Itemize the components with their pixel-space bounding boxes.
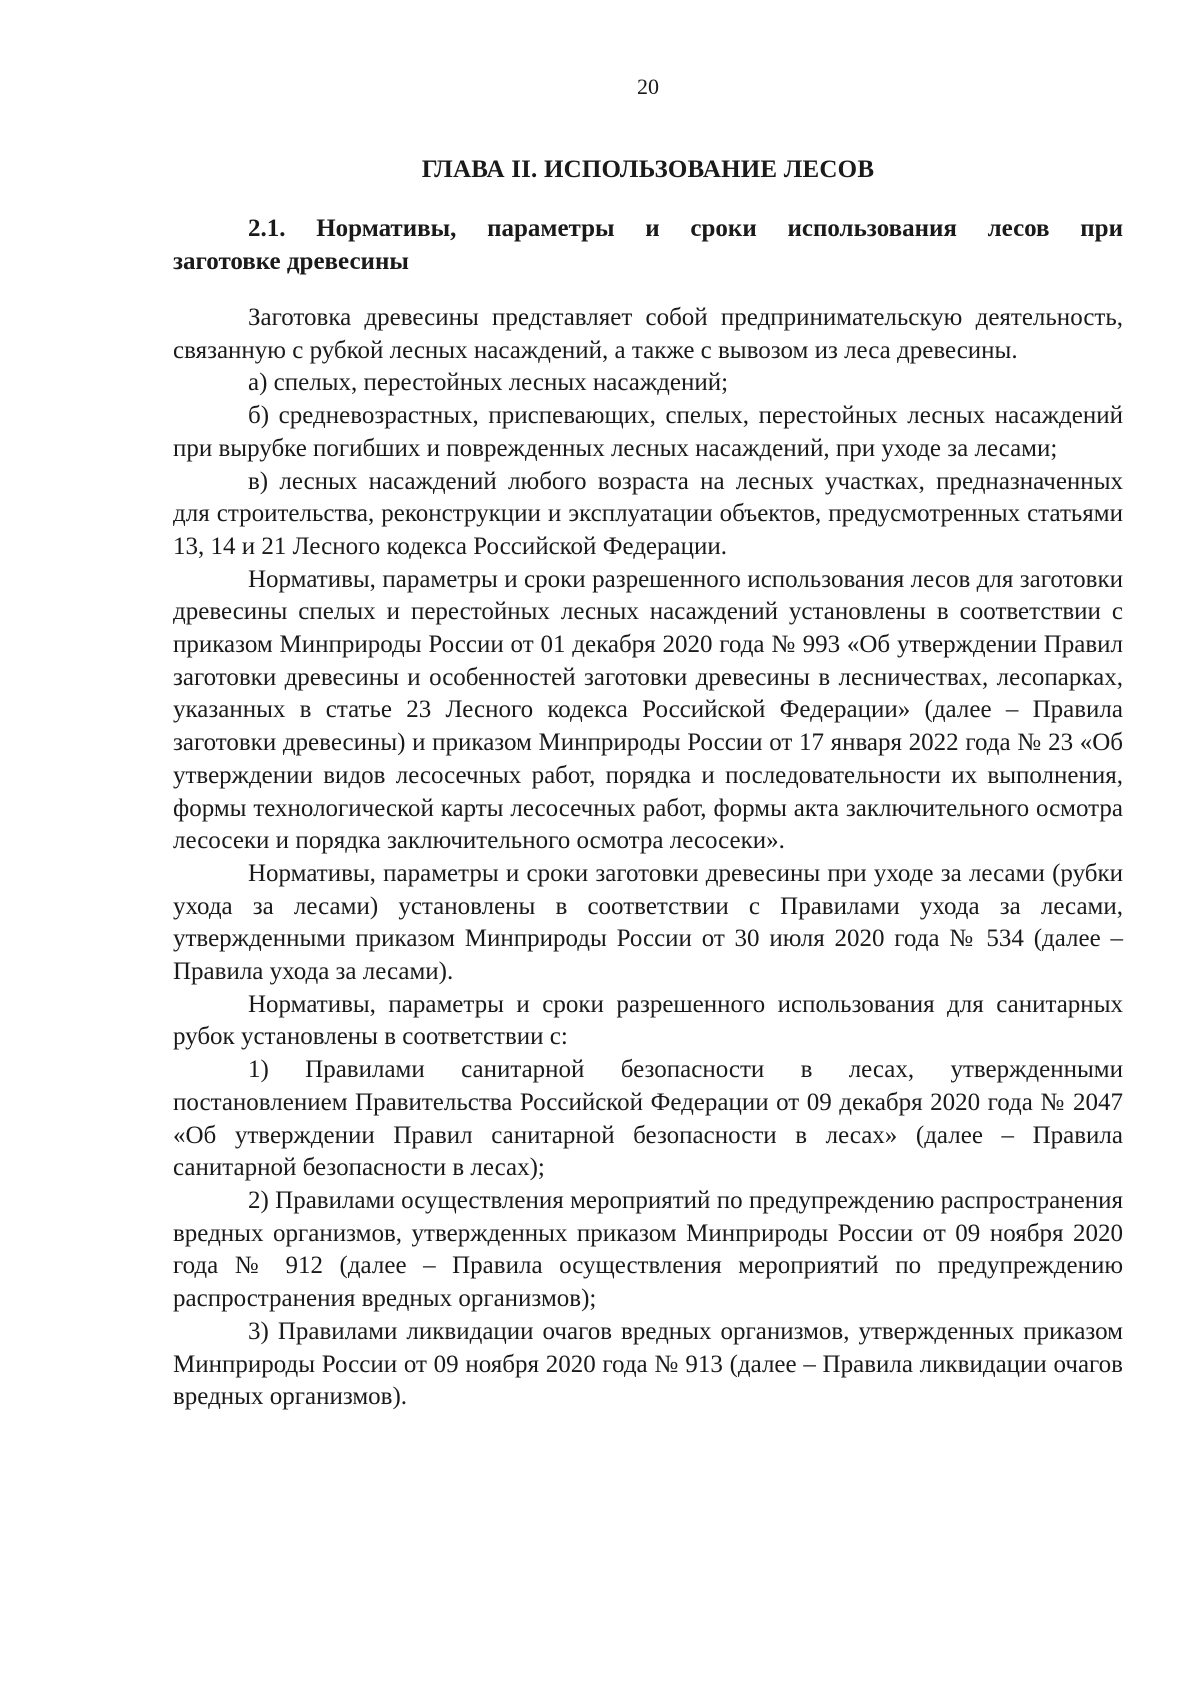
list-item-a: а) спелых, перестойных лесных насаждений; <box>248 369 729 397</box>
chapter-title: ГЛАВА II. ИСПОЛЬЗОВАНИЕ ЛЕСОВ <box>421 156 875 183</box>
section-title-line-1: 2.1. Нормативы, параметры и сроки использования лесов при <box>248 215 1123 242</box>
list-item-b: б) средневозрастных, приспевающих, спелых, перестойных лесных насаждений при вырубке погибших и поврежденных лесных насаждений, при уходе за лесами; <box>173 402 1123 462</box>
list-item-3: 3) Правилами ликвидации очагов вредных организмов, утвержденных приказом Минприроды России от 09 ноября 2020 года № 913 (далее – Правила ликвидации очагов вредных организмов). <box>173 1317 1123 1411</box>
document-page <box>173 0 1123 1697</box>
section-title-line-2: заготовке древесины <box>173 248 409 275</box>
page-number: 20 <box>637 74 659 99</box>
list-item-v: в) лесных насаждений любого возраста на лесных участках, предназначенных для строительства, реконструкции и эксплуатации объектов, предусмотренных статьями 13, 14 и 21 Лесного кодекса Российской Федерации. <box>173 467 1123 560</box>
paragraph-norms-harvesting: Нормативы, параметры и сроки разрешенного использования лесов для заготовки древесины спелых и перестойных лесных насаждений установлены в соответствии с приказом Минприроды России от 01 декабря 2020 года № 993 «Об утверждении Правил заготовки древесины и особенностей заготовки древесины в лесничествах, лесопарках, указанных в статье 23 Лесного кодекса Российской Федерации» (далее – Правила заготовки древесины) и приказом Минприроды России от 17 января 2022 года № 23 «Об утверждении видов лесосечных работ, порядка и последовательности их выполнения, формы технологической карты лесосечных работ, формы акта заключительного осмотра лесосеки и порядка заключительного осмотра лесосеки». <box>173 565 1123 855</box>
list-item-1: 1) Правилами санитарной безопасности в лесах, утвержденными постановлением Правительства Российской Федерации от 09 декабря 2020 года № 2047 «Об утверждении Правил санитарной безопасности в лесах» (далее – Правила санитарной безопасности в лесах); <box>173 1056 1123 1182</box>
section-title <box>173 212 1123 278</box>
body-text <box>173 302 1123 1414</box>
paragraph-norms-sanitary: Нормативы, параметры и сроки разрешенного использования для санитарных рубок установлены в соответствии с: <box>173 990 1123 1051</box>
list-item-2: 2) Правилами осуществления мероприятий по предупреждению распространения вредных организмов, утвержденных приказом Минприроды России от 09 ноября 2020 года № 912 (далее – Правила осуществления мероприятий по предупреждению распространения вредных организмов); <box>173 1186 1123 1313</box>
paragraph-norms-care: Нормативы, параметры и сроки заготовки древесины при уходе за лесами (рубки ухода за лесами) установлены в соответствии с Правилами ухода за лесами, утвержденными приказом Минприроды России от 30 июля 2020 года № 534 (далее – Правила ухода за лесами). <box>173 859 1123 986</box>
paragraph-intro: Заготовка древесины представляет собой предпринимательскую деятельность, связанную с рубкой лесных насаждений, а также с вывозом из леса древесины. <box>173 304 1123 364</box>
